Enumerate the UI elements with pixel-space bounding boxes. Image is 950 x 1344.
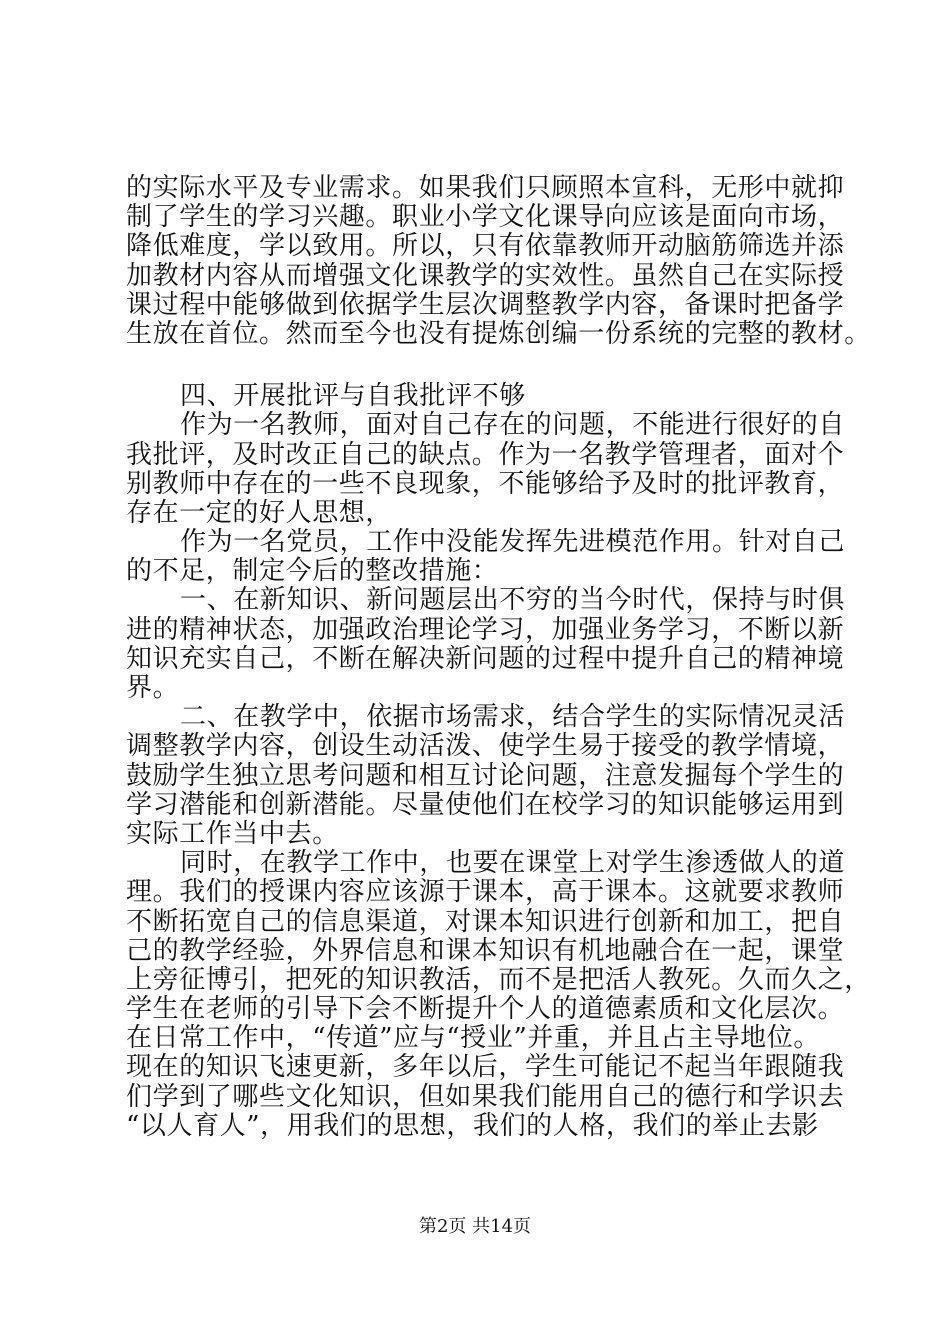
text-line: 界。: [126, 673, 180, 703]
text-line: 知识充实自己，不断在解决新问题的过程中提升自己的精神境: [126, 643, 845, 674]
paragraph-start: 作为一名党员，工作中没能发挥先进模范作用。针对自己: [180, 527, 846, 558]
text-line: 们学到了哪些文化知识，但如果我们能用自己的德行和学识去: [126, 1081, 845, 1112]
text-line: 调整教学内容，创设生动活泼、使学生易于接受的教学情境，: [126, 731, 845, 762]
paragraph-start: 作为一名教师，面对自己存在的问题，不能进行很好的自: [180, 410, 846, 441]
text-line: 进的精神状态，加强政治理论学习，加强业务学习，不断以新: [126, 614, 845, 645]
paragraph-start: 一、在新知识、新问题层出不穷的当今时代，保持与时俱: [180, 585, 846, 616]
page-number-footer: 第2页 共14页: [418, 1216, 532, 1237]
text-line: 理。我们的授课内容应该源于课本，高于课本。这就要求教师: [126, 877, 845, 908]
text-line: 课过程中能够做到依据学生层次调整教学内容，备课时把备学: [126, 289, 845, 320]
section-heading: 四、开展批评与自我批评不够: [180, 381, 526, 412]
text-line: 生放在首位。然而至今也没有提炼创编一份系统的完整的教材。: [126, 318, 871, 349]
text-line: “以人育人”，用我们的思想，我们的人格，我们的举止去影: [126, 1110, 819, 1141]
text-line: 实际工作当中去。: [126, 818, 339, 849]
text-line: 的实际水平及专业需求。如果我们只顾照本宣科，无形中就抑: [126, 173, 845, 203]
paragraph-gap: [126, 349, 826, 382]
text-line: 我批评，及时改正自己的缺点。作为一名教学管理者，面对个: [126, 439, 845, 470]
text-line: 学习潜能和创新潜能。尽量使他们在校学习的知识能够运用到: [126, 789, 845, 820]
text-line: 别教师中存在的一些不良现象，不能够给予及时的批评教育，: [126, 468, 845, 499]
text-line: 降低难度，学以致用。所以，只有依靠教师开动脑筋筛选并添: [126, 231, 845, 262]
text-line: 己的教学经验，外界信息和课本知识有机地融合在一起，课堂: [126, 935, 845, 966]
text-line: 上旁征博引，把死的知识教活，而不是把活人教死。久而久之，: [126, 964, 871, 995]
paragraph-start: 二、在教学中，依据市场需求，结合学生的实际情况灵活: [180, 702, 846, 733]
text-line: 学生在老师的引导下会不断提升个人的道德素质和文化层次。: [126, 994, 845, 1025]
text-line: 制了学生的学习兴趣。职业小学文化课导向应该是面向市场，: [126, 202, 845, 233]
text-line: 现在的知识飞速更新，多年以后，学生可能记不起当年跟随我: [126, 1052, 845, 1083]
text-line: 鼓励学生独立思考问题和相互讨论问题，注意发掘每个学生的: [126, 760, 845, 791]
text-line: 的不足，制定今后的整改措施：: [126, 556, 499, 587]
text-line: 在日常工作中，“传道”应与“授业”并重，并且占主导地位。: [126, 1023, 820, 1054]
paragraph-start: 同时，在教学工作中，也要在课堂上对学生渗透做人的道: [180, 848, 846, 879]
text-line: 存在一定的好人思想，: [126, 497, 393, 528]
text-line: 不断拓宽自己的信息渠道，对课本知识进行创新和加工，把自: [126, 906, 845, 937]
document-body: [126, 173, 871, 1141]
text-line: 加教材内容从而增强文化课教学的实效性。虽然自己在实际授: [126, 260, 845, 291]
